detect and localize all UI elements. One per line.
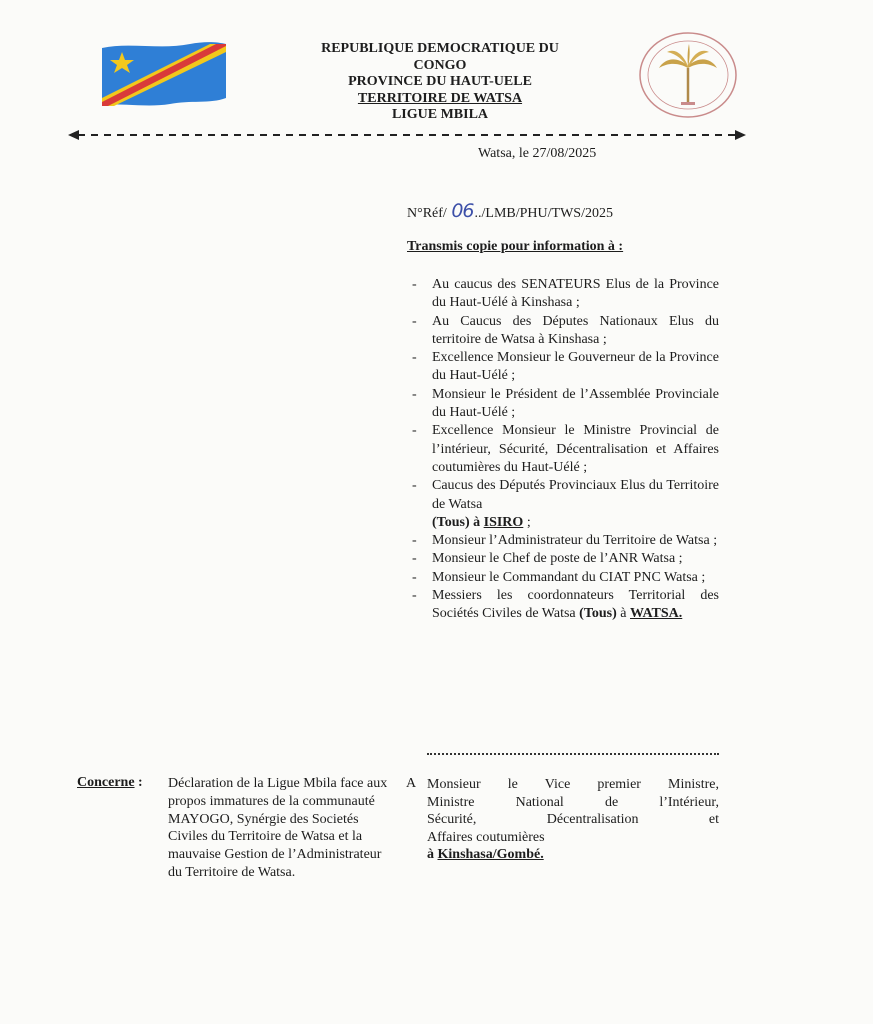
- subject-label: Concerne :: [77, 775, 143, 790]
- list-item: - Au caucus des SENATEURS Elus de la Province du Haut-Uélé à Kinshasa ;: [407, 276, 719, 313]
- recipient-list: [407, 276, 719, 624]
- addressee-line: Monsieur le Vice premier Ministre,: [427, 777, 719, 792]
- drc-flag-icon: [100, 40, 228, 108]
- arrow-right-icon: [735, 130, 746, 140]
- copy-heading: Transmis copie pour information à :: [407, 239, 624, 254]
- list-item: - Au Caucus des Députes Nationaux Elus du territoire de Watsa à Kinshasa ;: [407, 313, 719, 350]
- subject-text: Déclaration de la Ligue Mbila face aux propos immatures de la communauté MAYOGO, Synérgie des Societés Civiles du Territoire de Watsa et la mauvaise Gestion de l’Administrateur du Territoire de Watsa.: [168, 776, 388, 880]
- letterhead: [290, 41, 590, 124]
- header-country: REPUBLIQUE DEMOCRATIQUE DU: [321, 41, 559, 56]
- dashed-arrow-divider: [68, 128, 746, 142]
- list-item: - Messiers les coordonnateurs Territorial des Sociétés Civiles de Watsa (Tous) à WATSA.: [407, 587, 719, 624]
- header-province: PROVINCE DU HAUT-UELE: [348, 74, 532, 89]
- list-item: - Monsieur le Président de l’Assemblée Provinciale du Haut-Uélé ;: [407, 386, 719, 423]
- palm-seal-icon: [637, 30, 739, 120]
- list-item: - Excellence Monsieur le Ministre Provincial de l’intérieur, Sécurité, Décentralisation et Affaires coutumières du Haut-Uélé ;: [407, 422, 719, 477]
- ref-handwritten-number: 06: [451, 200, 474, 222]
- addressee-line: Affaires coutumières: [427, 829, 545, 845]
- addressee-line: Sécurité, Décentralisation et: [427, 812, 719, 828]
- addressee-prefix: A: [406, 776, 417, 791]
- dotted-separator: [427, 753, 719, 755]
- addressee-destination: à Kinshasa/Gombé.: [427, 847, 544, 863]
- header-organisation: LIGUE MBILA: [391, 107, 489, 122]
- list-item: - Monsieur l’Administrateur du Territoire de Watsa ;: [407, 532, 719, 550]
- ref-suffix: ../LMB/PHU/TWS/2025: [474, 206, 613, 221]
- header-territory: TERRITOIRE DE WATSA: [357, 90, 523, 106]
- list-item: - Caucus des Députés Provinciaux Elus du Territoire de Watsa (Tous) à ISIRO ;: [407, 477, 719, 532]
- header-country-2: CONGO: [413, 57, 467, 73]
- ref-prefix: N°Réf/: [407, 206, 447, 221]
- arrow-left-icon: [68, 130, 79, 140]
- list-item: - Excellence Monsieur le Gouverneur de la Province du Haut-Uélé ;: [407, 349, 719, 386]
- list-item: - Monsieur le Commandant du CIAT PNC Watsa ;: [407, 569, 719, 587]
- reference-number: [407, 200, 613, 222]
- addressee-line: Ministre National de l’Intérieur,: [427, 794, 719, 810]
- list-item: - Monsieur le Chef de poste de l’ANR Watsa ;: [407, 550, 719, 568]
- letter-date: Watsa, le 27/08/2025: [478, 146, 597, 161]
- addressee-block: [427, 776, 719, 864]
